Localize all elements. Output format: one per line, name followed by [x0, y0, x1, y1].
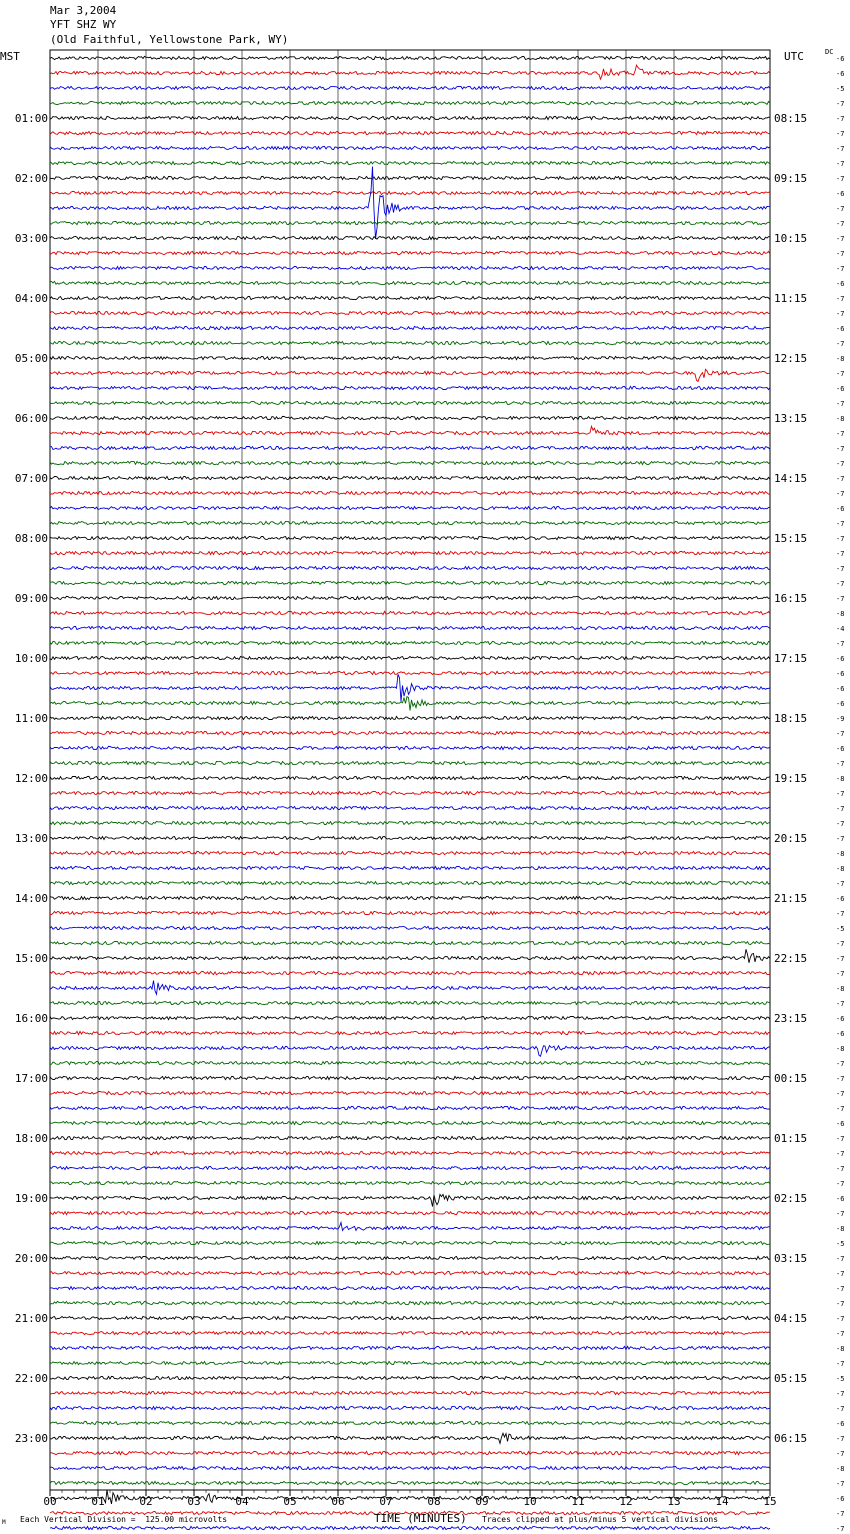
dc-offset-label: -7 — [836, 940, 845, 948]
x-tick-label: 09 — [475, 1495, 489, 1508]
dc-offset-label: -6 — [836, 1495, 845, 1503]
hour-label-left: 12:00 — [14, 772, 48, 785]
dc-offset-label: -6 — [836, 55, 845, 63]
seismic-trace — [50, 551, 770, 554]
seismic-trace — [50, 581, 770, 584]
seismic-trace — [50, 401, 770, 404]
dc-offset-label: -4 — [836, 625, 845, 633]
dc-offset-label: -7 — [836, 100, 845, 108]
dc-offset-label: -7 — [836, 220, 845, 228]
dc-offset-label: -7 — [836, 205, 845, 213]
x-tick-label: 05 — [283, 1495, 297, 1508]
dc-offset-label: -8 — [836, 1345, 845, 1353]
hour-label-right: 19:15 — [774, 772, 808, 785]
dc-offset-label: -5 — [836, 925, 845, 933]
hour-label-left: 16:00 — [14, 1012, 48, 1025]
seismic-trace — [50, 949, 770, 963]
seismic-trace — [50, 116, 770, 119]
seismic-trace — [50, 176, 770, 179]
seismic-trace — [50, 1433, 770, 1443]
dc-offset-label: -7 — [836, 430, 845, 438]
seismic-trace — [50, 1361, 770, 1364]
seismic-trace — [50, 146, 770, 149]
x-tick-label: 02 — [139, 1495, 153, 1508]
dc-offset-label: -7 — [836, 265, 845, 273]
hour-label-left: 21:00 — [14, 1312, 48, 1325]
seismic-trace — [50, 791, 770, 794]
seismic-trace — [50, 521, 770, 524]
dc-offset-label: -7 — [836, 1135, 845, 1143]
hour-label-left: 15:00 — [14, 952, 48, 965]
seismic-trace — [50, 86, 770, 89]
seismic-trace — [50, 626, 770, 629]
dc-offset-label: -7 — [836, 1300, 845, 1308]
dc-offset-label: -8 — [836, 355, 845, 363]
hour-label-right: 22:15 — [774, 952, 808, 965]
dc-offset-label: -7 — [836, 460, 845, 468]
seismic-trace — [50, 476, 770, 479]
hour-label-left: 17:00 — [14, 1072, 48, 1085]
dc-offset-label: -7 — [836, 1330, 845, 1338]
hour-label-right: 10:15 — [774, 232, 808, 245]
hour-label-left: 06:00 — [14, 412, 48, 425]
hour-label-left: 13:00 — [14, 832, 48, 845]
seismic-trace — [50, 674, 770, 701]
seismic-trace — [50, 369, 770, 381]
seismic-trace — [50, 881, 770, 884]
seismic-trace — [50, 821, 770, 824]
hour-label-left: 01:00 — [14, 112, 48, 125]
seismic-trace — [50, 1211, 770, 1214]
dc-offset-label: -7 — [836, 1105, 845, 1113]
seismic-trace — [50, 731, 770, 734]
seismic-trace — [50, 1331, 770, 1334]
dc-offset-label: -7 — [836, 1090, 845, 1098]
hour-label-right: 03:15 — [774, 1252, 808, 1265]
seismic-trace — [50, 326, 770, 329]
dc-offset-label: -7 — [836, 1390, 845, 1398]
hour-label-left: 07:00 — [14, 472, 48, 485]
dc-offset-label: -7 — [836, 820, 845, 828]
dc-offset-label: -7 — [836, 1255, 845, 1263]
dc-offset-label: -7 — [836, 880, 845, 888]
dc-offset-label: -7 — [836, 1315, 845, 1323]
hour-label-left: 14:00 — [14, 892, 48, 905]
hour-label-right: 05:15 — [774, 1372, 808, 1385]
seismic-trace — [50, 716, 770, 719]
hour-label-left: 02:00 — [14, 172, 48, 185]
seismic-trace — [50, 1151, 770, 1154]
seismic-trace — [50, 1346, 770, 1349]
seismic-trace — [50, 1466, 770, 1469]
hour-label-left: 20:00 — [14, 1252, 48, 1265]
seismic-trace — [50, 1121, 770, 1124]
dc-offset-label: -7 — [836, 1405, 845, 1413]
hour-label-right: 17:15 — [774, 652, 808, 665]
dc-offset-label: -7 — [836, 400, 845, 408]
seismic-trace — [50, 56, 770, 59]
hour-label-left: 22:00 — [14, 1372, 48, 1385]
seismic-trace — [50, 386, 770, 389]
header-location: (Old Faithful, Yellowstone Park, WY) — [50, 33, 289, 46]
x-tick-label: 15 — [763, 1495, 777, 1508]
x-axis-title: TIME (MINUTES) — [374, 1512, 467, 1525]
seismic-trace — [50, 1046, 770, 1057]
hour-label-right: 06:15 — [774, 1432, 808, 1445]
dc-offset-label: -7 — [836, 1270, 845, 1278]
seismic-trace — [50, 281, 770, 284]
seismic-trace — [50, 101, 770, 104]
dc-offset-label: -7 — [836, 310, 845, 318]
hour-label-right: 09:15 — [774, 172, 808, 185]
dc-offset-label: -6 — [836, 1420, 845, 1428]
dc-offset-label: -7 — [836, 250, 845, 258]
dc-offset-label: -6 — [836, 385, 845, 393]
corner-mark: M — [2, 1519, 6, 1526]
hour-label-right: 11:15 — [774, 292, 808, 305]
dc-offset-label: -8 — [836, 610, 845, 618]
header-station: YFT SHZ WY — [50, 18, 117, 31]
hour-label-right: 12:15 — [774, 352, 808, 365]
hour-label-right: 18:15 — [774, 712, 808, 725]
hour-label-right: 14:15 — [774, 472, 808, 485]
seismic-trace — [50, 1301, 770, 1304]
dc-offset-label: -7 — [836, 370, 845, 378]
hour-label-right: 21:15 — [774, 892, 808, 905]
dc-offset-label: -5 — [836, 1240, 845, 1248]
hour-label-right: 01:15 — [774, 1132, 808, 1145]
seismic-trace — [50, 426, 770, 435]
hour-label-right: 08:15 — [774, 112, 808, 125]
seismic-trace — [50, 761, 770, 764]
dc-offset-label: -7 — [836, 595, 845, 603]
dc-offset-label: -7 — [836, 160, 845, 168]
clip-note: Traces clipped at plus/minus 5 vertical divisions — [482, 1515, 719, 1524]
dc-offset-label: -8 — [836, 1465, 845, 1473]
hour-label-left: 10:00 — [14, 652, 48, 665]
seismic-trace — [50, 1391, 770, 1394]
hour-label-right: 00:15 — [774, 1072, 808, 1085]
seismic-trace — [50, 926, 770, 929]
dc-label: DC — [825, 48, 834, 56]
dc-offset-label: -7 — [836, 805, 845, 813]
seismic-trace — [50, 697, 770, 711]
seismic-trace — [50, 776, 770, 779]
seismic-trace — [50, 311, 770, 314]
seismic-trace — [50, 356, 770, 359]
seismic-trace — [50, 566, 770, 569]
hour-label-left: 08:00 — [14, 532, 48, 545]
hour-label-right: 16:15 — [774, 592, 808, 605]
dc-offset-label: -7 — [836, 445, 845, 453]
seismic-trace — [50, 1194, 770, 1206]
x-tick-label: 14 — [715, 1495, 729, 1508]
seismic-trace — [50, 941, 770, 944]
dc-offset-label: -7 — [836, 790, 845, 798]
seismic-trace — [50, 1376, 770, 1379]
seismic-trace — [50, 251, 770, 254]
dc-offset-label: -8 — [836, 985, 845, 993]
seismic-trace — [50, 296, 770, 299]
seismic-trace — [50, 866, 770, 869]
seismic-trace — [50, 1241, 770, 1244]
dc-offset-label: -7 — [836, 115, 845, 123]
seismic-trace — [50, 461, 770, 464]
dc-offset-label: -7 — [836, 1435, 845, 1443]
dc-offset-label: -7 — [836, 1150, 845, 1158]
x-tick-label: 01 — [91, 1495, 105, 1508]
seismic-trace — [50, 1031, 770, 1034]
hour-label-left: 18:00 — [14, 1132, 48, 1145]
dc-offset-label: -7 — [836, 1165, 845, 1173]
left-timezone-label: MST — [0, 50, 20, 63]
dc-offset-label: -8 — [836, 415, 845, 423]
seismic-trace — [50, 1286, 770, 1289]
hour-label-right: 23:15 — [774, 1012, 808, 1025]
dc-offset-label: -6 — [836, 70, 845, 78]
hour-label-left: 09:00 — [14, 592, 48, 605]
dc-offset-label: -7 — [836, 475, 845, 483]
hour-label-right: 15:15 — [774, 532, 808, 545]
dc-offset-label: -7 — [836, 145, 845, 153]
hour-label-left: 19:00 — [14, 1192, 48, 1205]
x-tick-label: 10 — [523, 1495, 537, 1508]
right-timezone-label: UTC — [784, 50, 804, 63]
dc-offset-label: -8 — [836, 850, 845, 858]
seismic-trace — [50, 506, 770, 509]
dc-offset-label: -6 — [836, 895, 845, 903]
seismic-trace — [50, 1481, 770, 1484]
dc-offset-label: -7 — [836, 910, 845, 918]
dc-offset-label: -7 — [836, 1360, 845, 1368]
seismic-trace — [50, 1181, 770, 1184]
dc-offset-label: -7 — [836, 640, 845, 648]
seismic-trace — [50, 911, 770, 914]
dc-offset-label: -7 — [836, 730, 845, 738]
dc-offset-label: -7 — [836, 340, 845, 348]
seismic-trace — [50, 341, 770, 344]
scale-note: Each Vertical Division = 125.00 microvolts — [20, 1515, 228, 1524]
seismic-trace — [50, 65, 770, 79]
seismic-trace — [50, 236, 770, 239]
seismic-trace — [50, 656, 770, 659]
dc-offset-label: -7 — [836, 295, 845, 303]
dc-offset-label: -7 — [836, 1525, 845, 1533]
dc-offset-label: -8 — [836, 865, 845, 873]
dc-offset-label: -6 — [836, 280, 845, 288]
dc-offset-label: -6 — [836, 685, 845, 693]
seismic-trace — [50, 611, 770, 614]
x-tick-label: 11 — [571, 1495, 585, 1508]
dc-offset-label: -6 — [836, 505, 845, 513]
dc-offset-label: -7 — [836, 520, 845, 528]
dc-offset-label: -7 — [836, 535, 845, 543]
seismic-trace — [50, 1271, 770, 1274]
x-tick-label: 13 — [667, 1495, 681, 1508]
dc-offset-label: -6 — [836, 1030, 845, 1038]
x-tick-label: 12 — [619, 1495, 633, 1508]
seismic-trace — [50, 1406, 770, 1409]
dc-offset-label: -7 — [836, 970, 845, 978]
dc-offset-label: -6 — [836, 1195, 845, 1203]
dc-offset-label: -7 — [836, 760, 845, 768]
seismic-trace — [50, 746, 770, 749]
dc-offset-label: -7 — [836, 1075, 845, 1083]
hour-label-right: 13:15 — [774, 412, 808, 425]
dc-offset-label: -7 — [836, 1210, 845, 1218]
dc-offset-label: -8 — [836, 775, 845, 783]
dc-offset-label: -7 — [836, 835, 845, 843]
dc-offset-label: -6 — [836, 655, 845, 663]
dc-offset-label: -7 — [836, 580, 845, 588]
seismic-trace — [50, 1166, 770, 1169]
dc-offset-label: -7 — [836, 1285, 845, 1293]
seismic-trace — [50, 1016, 770, 1019]
seismic-trace — [50, 851, 770, 854]
seismic-trace — [50, 1451, 770, 1454]
seismic-trace — [50, 1223, 770, 1231]
dc-offset-label: -7 — [836, 955, 845, 963]
dc-offset-label: -7 — [836, 1480, 845, 1488]
seismic-trace — [50, 161, 770, 164]
seismic-trace — [50, 596, 770, 599]
x-tick-label: 00 — [43, 1495, 57, 1508]
seismic-trace — [50, 536, 770, 539]
hour-label-left: 03:00 — [14, 232, 48, 245]
dc-offset-label: -6 — [836, 670, 845, 678]
dc-offset-label: -7 — [836, 1510, 845, 1518]
seismic-trace — [50, 1526, 770, 1529]
seismic-trace — [50, 806, 770, 809]
dc-offset-label: -6 — [836, 325, 845, 333]
seismic-trace — [50, 896, 770, 899]
seismic-trace — [50, 1076, 770, 1079]
dc-offset-label: -6 — [836, 190, 845, 198]
dc-offset-label: -7 — [836, 550, 845, 558]
seismic-trace — [50, 1001, 770, 1004]
hour-label-right: 04:15 — [774, 1312, 808, 1325]
seismic-trace — [50, 1091, 770, 1094]
seismic-trace — [50, 266, 770, 269]
hour-label-left: 04:00 — [14, 292, 48, 305]
seismic-trace — [50, 416, 770, 419]
seismic-trace — [50, 491, 770, 494]
seismic-trace — [50, 446, 770, 449]
dc-offset-label: -8 — [836, 1225, 845, 1233]
dc-offset-label: -7 — [836, 1000, 845, 1008]
x-tick-label: 03 — [187, 1495, 201, 1508]
seismic-trace — [50, 191, 770, 194]
dc-offset-label: -7 — [836, 235, 845, 243]
dc-offset-label: -6 — [836, 745, 845, 753]
seismic-trace — [50, 671, 770, 674]
dc-offset-label: -5 — [836, 1375, 845, 1383]
seismic-trace — [50, 1421, 770, 1424]
seismic-trace — [50, 1106, 770, 1109]
hour-label-left: 11:00 — [14, 712, 48, 725]
x-tick-label: 04 — [235, 1495, 249, 1508]
seismic-trace — [50, 971, 770, 974]
seismic-trace — [50, 1136, 770, 1139]
seismic-trace — [50, 836, 770, 839]
dc-offset-label: -7 — [836, 1450, 845, 1458]
dc-offset-label: -7 — [836, 130, 845, 138]
dc-offset-label: -7 — [836, 1060, 845, 1068]
hour-label-right: 20:15 — [774, 832, 808, 845]
dc-offset-label: -6 — [836, 700, 845, 708]
dc-offset-label: -8 — [836, 1045, 845, 1053]
hour-label-left: 05:00 — [14, 352, 48, 365]
x-tick-label: 06 — [331, 1495, 345, 1508]
x-tick-label: 07 — [379, 1495, 393, 1508]
dc-offset-label: -6 — [836, 1015, 845, 1023]
seismic-trace — [50, 1256, 770, 1259]
dc-offset-label: -9 — [836, 715, 845, 723]
seismic-trace — [50, 1316, 770, 1319]
seismic-trace — [50, 131, 770, 134]
dc-offset-label: -7 — [836, 490, 845, 498]
dc-offset-label: -7 — [836, 1180, 845, 1188]
hour-label-left: 23:00 — [14, 1432, 48, 1445]
header-date: Mar 3,2004 — [50, 4, 117, 17]
seismic-trace — [50, 641, 770, 644]
hour-label-right: 02:15 — [774, 1192, 808, 1205]
dc-offset-label: -5 — [836, 85, 845, 93]
dc-offset-label: -7 — [836, 565, 845, 573]
dc-offset-label: -6 — [836, 1120, 845, 1128]
x-tick-label: 08 — [427, 1495, 441, 1508]
seismic-trace — [50, 981, 770, 995]
seismic-trace — [50, 1061, 770, 1064]
dc-offset-label: -7 — [836, 175, 845, 183]
seismic-trace — [50, 221, 770, 224]
